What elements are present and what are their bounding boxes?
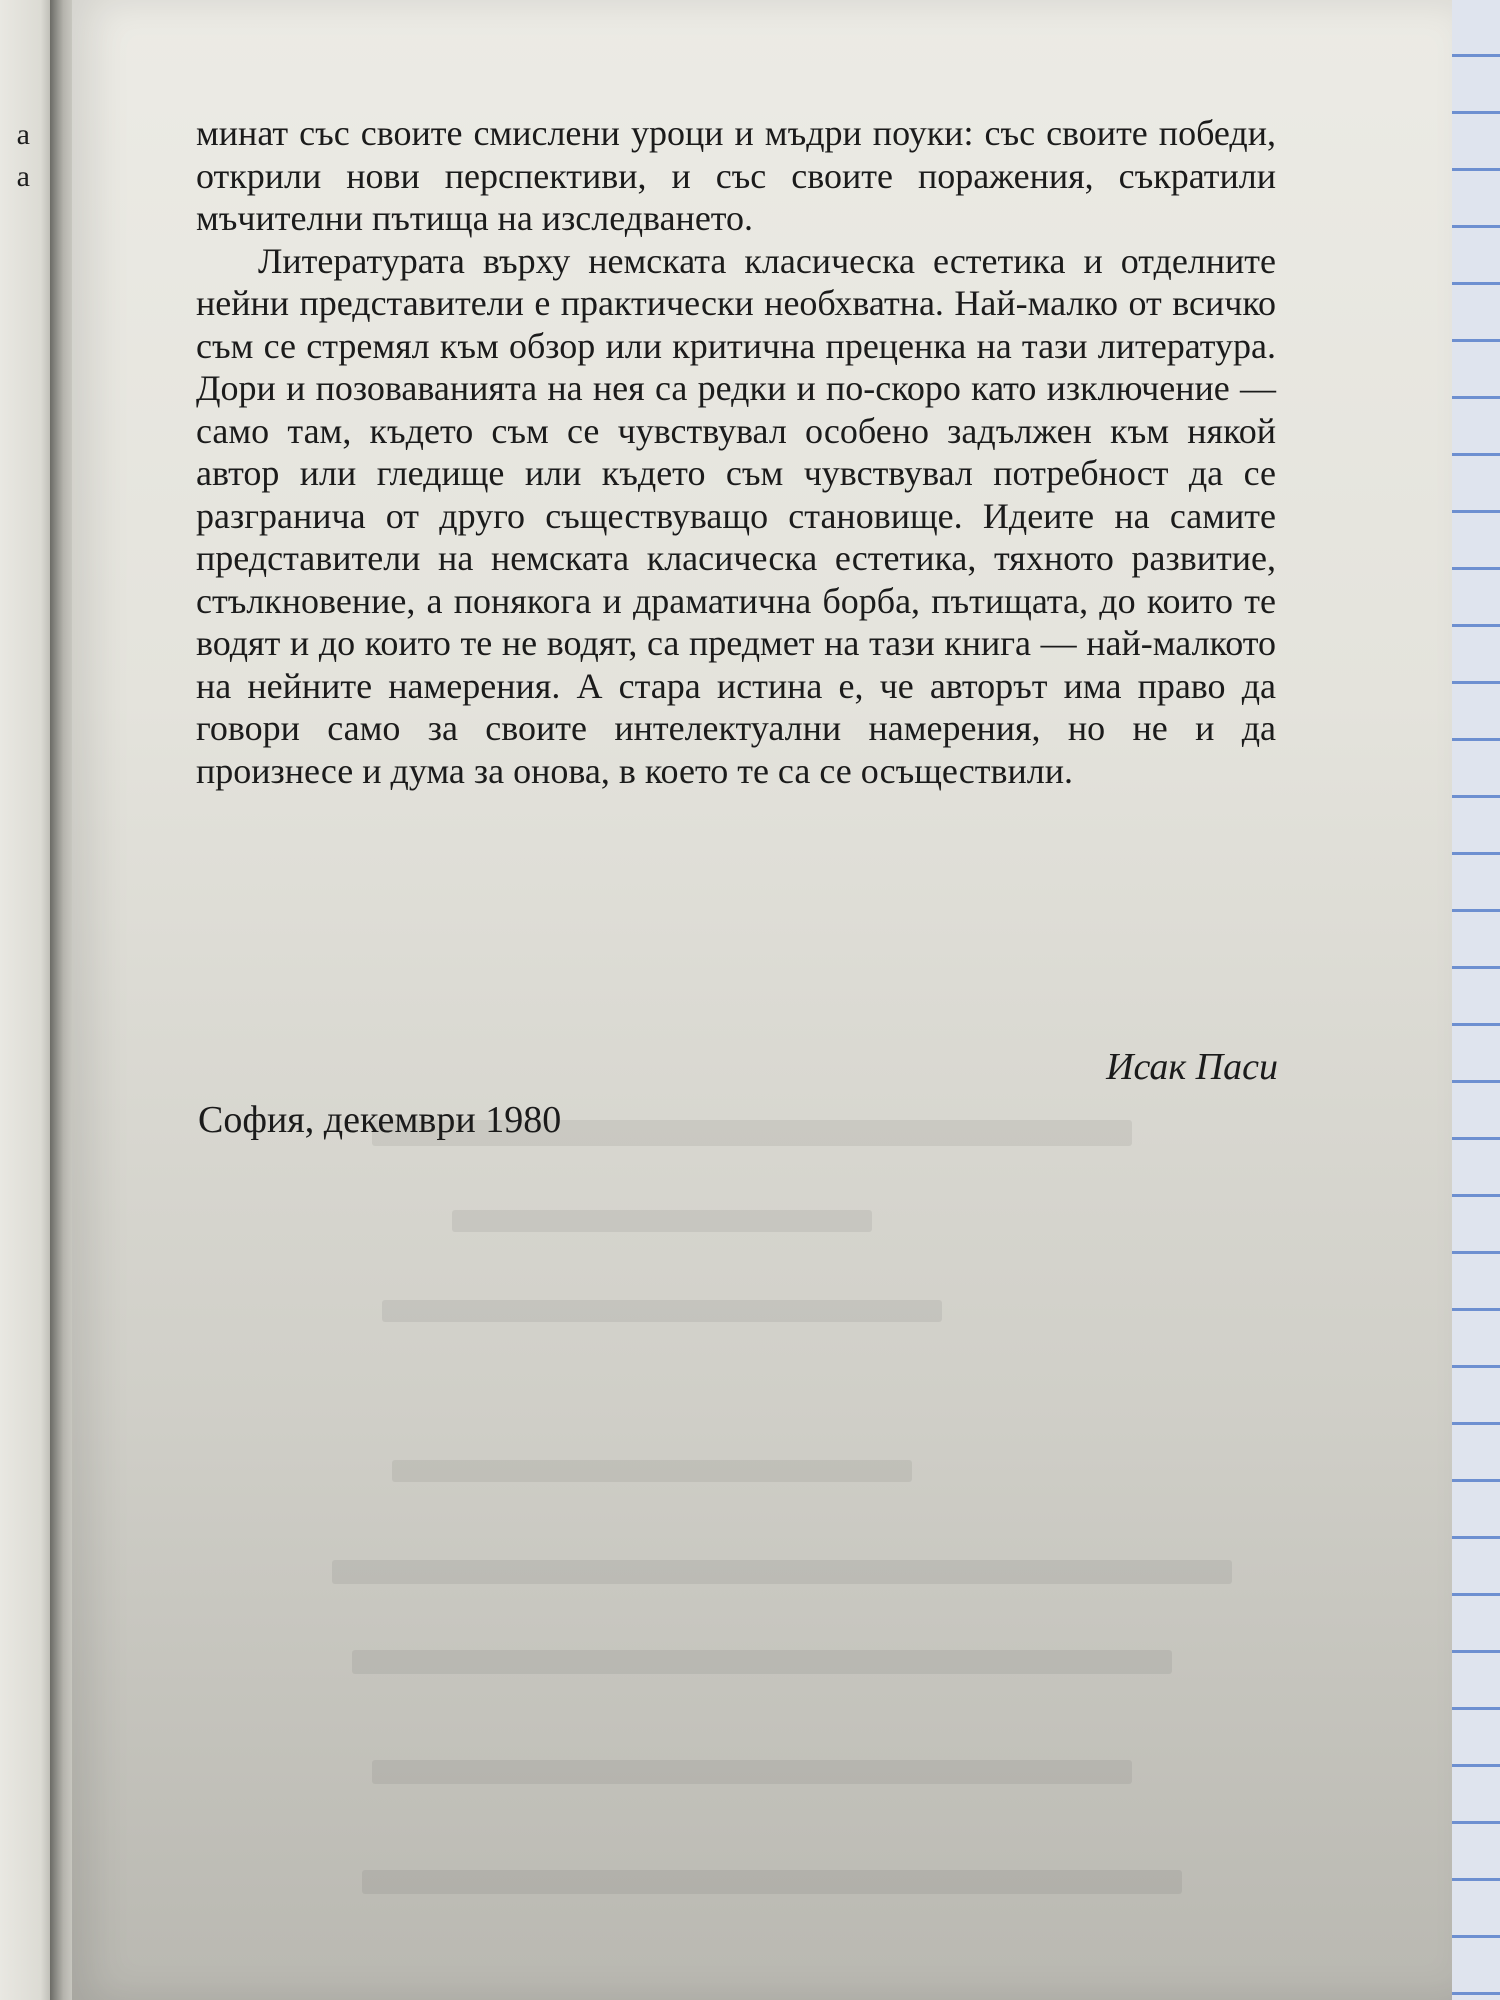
left-page-fragment: а bbox=[16, 118, 30, 151]
notebook-edge bbox=[1452, 0, 1500, 2000]
show-through-line bbox=[332, 1560, 1232, 1584]
show-through-line bbox=[452, 1210, 872, 1232]
show-through-line bbox=[372, 1760, 1132, 1784]
show-through-line bbox=[362, 1870, 1182, 1894]
paragraph: минат със своите смислени уроци и мъдри поуки: със своите победи, открили нови перспективи, и със своите поражения, съкратили мъчителни пътища на изследването. bbox=[196, 113, 1276, 238]
body-text bbox=[196, 112, 1276, 792]
author-signature: Исак Паси bbox=[1106, 1046, 1278, 1088]
show-through-line bbox=[392, 1460, 912, 1482]
show-through-line bbox=[352, 1650, 1172, 1674]
left-page-fragment: а bbox=[16, 160, 30, 193]
show-through-line bbox=[382, 1300, 942, 1322]
place-date-line: София, декември 1980 bbox=[198, 1099, 562, 1141]
paragraph: Литературата върху немската класическа естетика и отделните нейни представители е практически необхватна. Най-малко от всичко съм се стремял към обзор или критична преценка на тази литература. Дори и позоваванията на нея са редки и по-скоро като изключение — само там, където съм се чувствувал особено задължен към някой автор или гледище или където съм чувствувал потребност да се разгранича от друго съществуващо становище. Идеите на самите представители на немската класическа естетика, тяхното развитие, стълкновение, а понякога и драматична борба, пътищата, до които те водят и до които те не водят, са предмет на тази книга — най-малкото на нейните намерения. А стара истина е, че авторът има право да говори само за своите интелектуални намерения, но не и да произнесе и дума за онова, в което те са се осъществили. bbox=[196, 240, 1276, 791]
